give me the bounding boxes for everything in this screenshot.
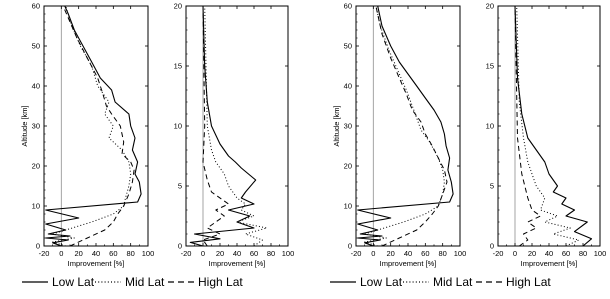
y-tick-label: 10 (31, 201, 40, 211)
x-tick-label: -20 (492, 249, 504, 258)
y-tick-label: 50 (343, 41, 352, 51)
series-line-high-lat (203, 6, 229, 246)
x-tick-label: 60 (249, 249, 259, 258)
x-tick-label: 60 (109, 249, 118, 258)
plot-frame (44, 6, 148, 246)
x-tick-label: 40 (403, 249, 413, 258)
x-tick-label: -20 (38, 249, 50, 258)
series-line-mid-lat (205, 6, 267, 246)
x-tick-label: 100 (453, 249, 467, 258)
series-line-mid-lat (365, 6, 445, 246)
x-tick-label: 100 (593, 249, 607, 258)
x-axis-title: Improvement [%] (67, 259, 125, 268)
x-tick-label: 20 (386, 249, 395, 258)
series-line-low-lat (515, 6, 592, 246)
x-tick-label: 40 (91, 249, 101, 258)
y-tick-label: 30 (343, 121, 352, 131)
y-tick-label: 30 (31, 121, 40, 131)
plot-frame (356, 6, 460, 246)
y-tick-label: 0 (347, 241, 352, 251)
y-tick-label: 5 (177, 181, 182, 191)
x-tick-label: 40 (232, 249, 242, 258)
panel-2 (174, 2, 295, 268)
x-tick-label: 80 (266, 249, 276, 258)
legend-high-lat-label: High Lat (198, 275, 243, 289)
legend-right (330, 275, 551, 289)
y-tick-label: 20 (31, 161, 40, 171)
x-tick-label: 80 (126, 249, 135, 258)
legend-low-lat-label: Low Lat (52, 275, 95, 289)
series-line-mid-lat (517, 6, 579, 246)
y-tick-label: 60 (343, 1, 352, 11)
x-tick-label: 60 (561, 249, 571, 258)
x-tick-label: 40 (544, 249, 554, 258)
x-tick-label: 20 (527, 249, 537, 258)
x-axis-title: Improvement [%] (379, 259, 437, 268)
series-line-high-lat (63, 6, 134, 246)
y-tick-label: 60 (31, 1, 40, 11)
x-tick-label: -20 (350, 249, 362, 258)
x-tick-label: 100 (281, 249, 295, 258)
x-tick-label: 80 (578, 249, 588, 258)
series-line-low-lat (190, 6, 255, 246)
y-tick-label: 15 (485, 61, 494, 71)
x-tick-label: 0 (371, 249, 376, 258)
y-tick-label: 40 (343, 81, 352, 91)
panel-1 (20, 2, 154, 268)
y-tick-label: 20 (485, 1, 494, 11)
x-tick-label: 20 (74, 249, 83, 258)
plot-frame (498, 6, 600, 246)
legend-low-lat-label: Low Lat (360, 275, 403, 289)
y-tick-label: 5 (489, 181, 494, 191)
series-line-low-lat (358, 6, 453, 246)
y-tick-label: 10 (485, 121, 494, 131)
x-axis-title: Improvement [%] (520, 259, 578, 268)
x-tick-label: 0 (200, 249, 206, 258)
y-tick-label: 0 (35, 241, 40, 251)
x-tick-label: 0 (512, 249, 518, 258)
x-tick-label: 0 (59, 249, 64, 258)
y-axis-title: Altitude [km] (332, 105, 341, 147)
y-axis-title: Altitude [km] (20, 105, 29, 147)
legend-mid-lat-label: Mid Lat (125, 275, 165, 289)
legend-left (22, 275, 243, 289)
y-tick-label: 50 (31, 41, 40, 51)
x-tick-label: -20 (180, 249, 192, 258)
series-line-high-lat (515, 6, 541, 246)
y-tick-label: 10 (173, 121, 182, 131)
panel-3 (332, 2, 466, 268)
y-tick-label: 20 (343, 161, 352, 171)
legend-mid-lat-label: Mid Lat (433, 275, 473, 289)
legend-high-lat-label: High Lat (506, 275, 551, 289)
x-tick-label: 20 (215, 249, 225, 258)
series-line-mid-lat (53, 6, 131, 246)
x-axis-title: Improvement [%] (208, 259, 266, 268)
x-tick-label: 100 (141, 249, 155, 258)
y-tick-label: 15 (173, 61, 182, 71)
x-tick-label: 80 (438, 249, 447, 258)
x-tick-label: 60 (421, 249, 430, 258)
y-tick-label: 10 (343, 201, 352, 211)
y-tick-label: 0 (177, 241, 182, 251)
series-line-high-lat (376, 6, 447, 246)
panel-4 (486, 2, 607, 268)
y-tick-label: 0 (489, 241, 494, 251)
chart-panels (20, 2, 606, 268)
y-tick-label: 20 (173, 1, 182, 11)
series-line-low-lat (46, 6, 141, 246)
plot-frame (186, 6, 288, 246)
y-tick-label: 40 (31, 81, 40, 91)
